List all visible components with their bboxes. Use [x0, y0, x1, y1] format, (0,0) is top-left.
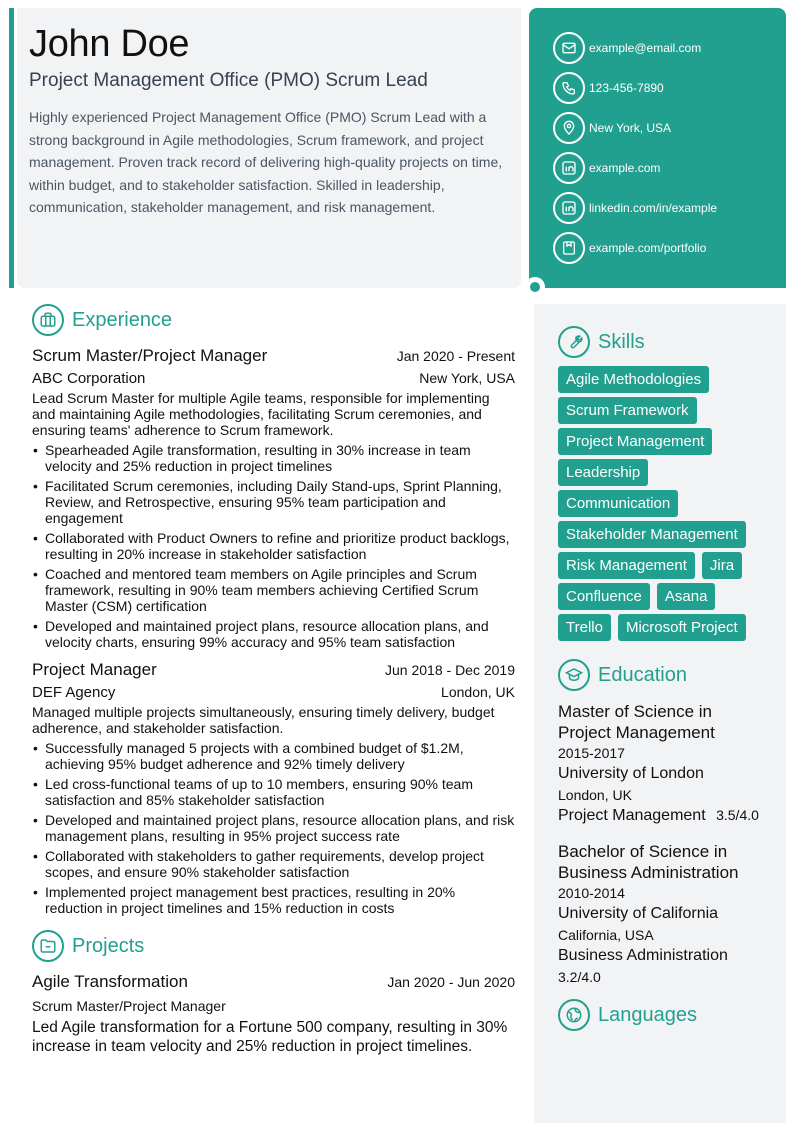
skill-tag: Communication	[558, 490, 678, 517]
skill-tag: Agile Methodologies	[558, 366, 709, 393]
job-entry	[32, 346, 515, 650]
skill-tag: Microsoft Project	[618, 614, 746, 641]
location-text: New York, USA	[589, 121, 672, 135]
section-title: Education	[598, 663, 687, 686]
skills-header	[558, 326, 762, 358]
project-entry	[32, 972, 515, 1056]
bullet-item: • Collaborated with Product Owners to refine and prioritize product backlogs, resulting in 20% increase in stakeholder satisfaction	[32, 530, 515, 562]
candidate-role: Project Management Office (PMO) Scrum Lead	[29, 70, 428, 91]
bullet-item: • Facilitated Scrum ceremonies, including Daily Stand-ups, Sprint Planning, Review, and Retrospective, ensuring 95% team participation and engagement	[32, 478, 515, 526]
contact-portfolio[interactable]	[553, 228, 786, 268]
job-description: Managed multiple projects simultaneously, ensuring timely delivery, budget adherence, and stakeholder satisfaction.	[32, 704, 495, 736]
job-location: London, UK	[441, 684, 515, 700]
email-text: example@email.com	[589, 41, 702, 55]
job-company: ABC Corporation	[32, 370, 146, 387]
wrench-icon	[558, 326, 590, 358]
skill-tag: Trello	[558, 614, 611, 641]
candidate-name: John Doe	[29, 23, 190, 65]
bullet-item: • Led cross-functional teams of up to 10 members, ensuring 90% team satisfaction and 85% stakeholder satisfaction	[32, 776, 515, 808]
skill-tag: Confluence	[558, 583, 650, 610]
globe-icon	[558, 999, 590, 1031]
phone-icon	[553, 72, 585, 104]
job-location: New York, USA	[419, 370, 515, 386]
job-title: Scrum Master/Project Manager	[32, 346, 268, 365]
decorative-dot	[525, 277, 545, 297]
field-name: Project Management	[558, 807, 706, 824]
job-date: Jun 2018 - Dec 2019	[385, 662, 515, 678]
contact-location	[553, 108, 786, 148]
bullet-item: • Successfully managed 5 projects with a combined budget of $1.2M, achieving 95% budget adherence and 92% timely delivery	[32, 740, 515, 772]
project-title: Agile Transformation	[32, 972, 188, 991]
skill-tag: Stakeholder Management	[558, 521, 746, 548]
bullet-item: • Spearheaded Agile transformation, resulting in 30% increase in team velocity and 25% reduction in project timelines	[32, 442, 515, 474]
job-company: DEF Agency	[32, 684, 116, 701]
bullet-item: • Developed and maintained project plans, resource allocation plans, and velocity charts, ensuring 99% accuracy and 95% team satisfaction	[32, 618, 515, 650]
website-text: example.com	[589, 161, 661, 175]
skill-tag: Jira	[702, 552, 742, 579]
bullet-item: • Collaborated with stakeholders to gather requirements, develop project scopes, and ensure 90% stakeholder satisfaction	[32, 848, 515, 880]
skill-tag: Scrum Framework	[558, 397, 697, 424]
portfolio-text: example.com/portfolio	[589, 241, 707, 255]
degree: Master of Science in Project Management	[558, 702, 715, 742]
job-description: Lead Scrum Master for multiple Agile teams, responsible for implementing and maintaining Agile methodologies, facilitating Scrum ceremonies, and ensuring teams' adherence to Scrum framework.	[32, 390, 490, 438]
map-pin-icon	[553, 112, 585, 144]
mail-icon	[553, 32, 585, 64]
bullet-item: • Developed and maintained project plans, resource allocation plans, and risk management plans, resulting in 95% project success rate	[32, 812, 515, 844]
briefcase-icon	[32, 304, 64, 336]
gpa: 3.5/4.0	[716, 807, 759, 823]
field-of-study	[558, 807, 762, 825]
folder-icon	[32, 930, 64, 962]
contact-panel	[529, 8, 786, 288]
university-location: California, USA	[558, 927, 654, 943]
degree: Bachelor of Science in Business Administration	[558, 842, 739, 882]
phone-text: 123-456-7890	[589, 81, 664, 95]
side-column	[534, 304, 786, 1123]
contact-linkedin[interactable]	[553, 188, 786, 228]
skills-list	[558, 366, 762, 645]
degree-years: 2015-2017	[558, 745, 625, 761]
skill-tag: Project Management	[558, 428, 712, 455]
university-location: London, UK	[558, 787, 632, 803]
degree-years: 2010-2014	[558, 885, 625, 901]
accent-bar	[9, 8, 14, 288]
resume-header	[17, 8, 521, 288]
linkedin-icon	[553, 152, 585, 184]
education-entry	[558, 701, 762, 825]
skill-tag: Leadership	[558, 459, 648, 486]
linkedin-icon	[553, 192, 585, 224]
section-title: Skills	[598, 330, 645, 353]
university: University of London	[558, 765, 704, 782]
job-entry	[32, 660, 515, 916]
languages-header	[558, 999, 762, 1031]
contact-email[interactable]	[553, 28, 786, 68]
job-bullets	[32, 442, 515, 650]
field-name: Business Administration	[558, 947, 728, 964]
skill-tag: Risk Management	[558, 552, 695, 579]
project-date: Jan 2020 - Jun 2020	[387, 974, 515, 990]
section-title: Projects	[72, 934, 145, 957]
contact-website[interactable]	[553, 148, 786, 188]
bullet-item: • Implemented project management best practices, resulting in 20% reduction in project timelines and 15% reduction in costs	[32, 884, 515, 916]
project-description: Led Agile transformation for a Fortune 500 company, resulting in 30% increase in team velocity and 25% reduction in project timelines.	[32, 1019, 508, 1055]
project-role: Scrum Master/Project Manager	[32, 998, 226, 1014]
graduation-cap-icon	[558, 659, 590, 691]
contact-phone[interactable]	[553, 68, 786, 108]
projects-header	[32, 930, 515, 962]
university: University of California	[558, 905, 719, 922]
bullet-item: • Coached and mentored team members on Agile principles and Scrum framework, resulting in 90% team members achieving Certified Scrum Master (CSM) certification	[32, 566, 515, 614]
job-date: Jan 2020 - Present	[396, 348, 515, 364]
gpa: 3.2/4.0	[558, 969, 601, 985]
job-bullets	[32, 740, 515, 916]
experience-header	[32, 304, 515, 336]
summary: Highly experienced Project Management Office (PMO) Scrum Lead with a strong background in Agile methodologies, Scrum framework, and project management. Proven track record of delivering high-quality projects on time, within budget, and to stakeholder satisfaction. Skilled in leadership, communication, stakeholder management, and risk management.	[29, 109, 503, 216]
job-title: Project Manager	[32, 660, 157, 679]
portfolio-icon	[553, 232, 585, 264]
education-entry	[558, 841, 762, 985]
linkedin-text: linkedin.com/in/example	[589, 201, 718, 215]
section-title: Languages	[598, 1003, 697, 1026]
section-title: Experience	[72, 308, 173, 331]
education-header	[558, 659, 762, 691]
main-column	[32, 304, 515, 1056]
skill-tag: Asana	[657, 583, 716, 610]
